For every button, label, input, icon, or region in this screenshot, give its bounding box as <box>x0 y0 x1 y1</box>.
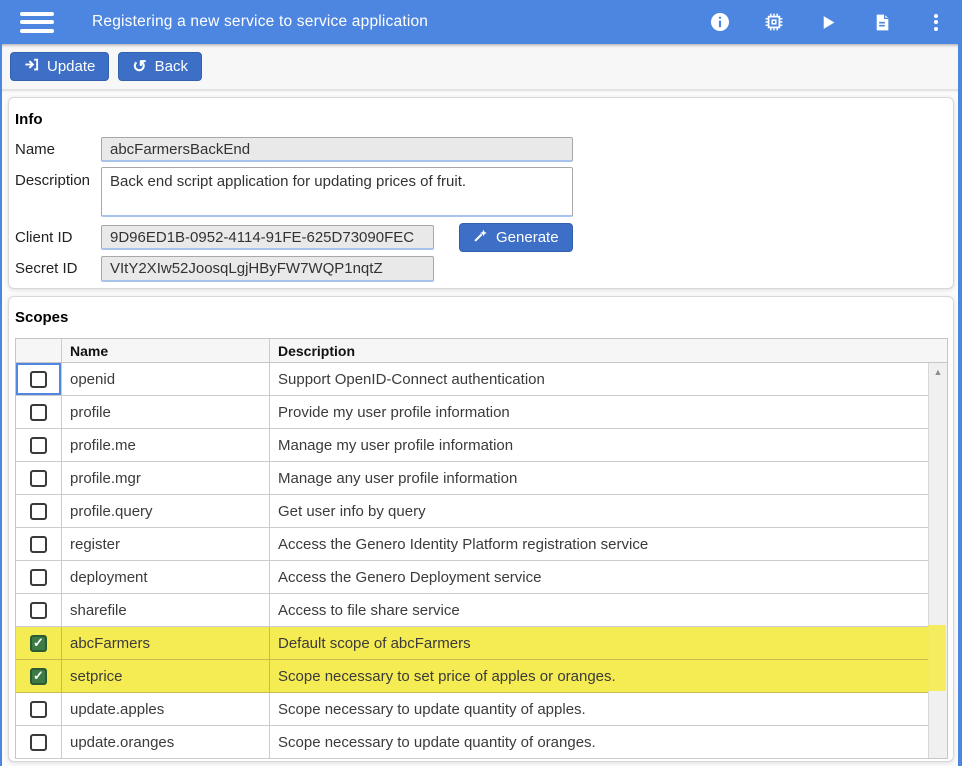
scope-row[interactable] <box>16 594 928 627</box>
scope-checkbox-cell[interactable] <box>16 693 62 725</box>
login-arrow-icon <box>24 57 39 76</box>
back-button-label: Back <box>154 58 188 75</box>
app-header <box>0 0 962 44</box>
checkbox-unchecked-icon[interactable] <box>30 503 47 520</box>
scope-name-cell: update.oranges <box>62 726 270 758</box>
scope-name-cell: profile.mgr <box>62 462 270 494</box>
name-column-header[interactable]: Name <box>62 339 270 362</box>
scope-description-cell: Scope necessary to update quantity of oranges. <box>278 733 596 751</box>
document-icon[interactable] <box>870 10 894 34</box>
back-button[interactable] <box>118 52 202 81</box>
undo-rotate-icon: ↺ <box>132 57 147 76</box>
scrollbar-up-arrow-icon[interactable]: ▲ <box>933 367 943 377</box>
scope-checkbox-cell[interactable] <box>16 726 62 758</box>
scopes-table-body <box>16 363 928 758</box>
play-icon[interactable] <box>816 10 840 34</box>
scope-description-cell: Provide my user profile information <box>278 403 510 421</box>
scope-description-cell: Manage my user profile information <box>278 436 514 454</box>
name-label: Name <box>15 141 56 158</box>
scope-checkbox-cell[interactable] <box>16 462 62 494</box>
scopes-panel <box>8 296 954 762</box>
scope-name-cell: abcFarmers <box>62 627 270 659</box>
description-label: Description <box>15 172 91 189</box>
info-panel <box>8 97 954 289</box>
info-panel-title: Info <box>15 111 43 128</box>
secret-id-label: Secret ID <box>15 260 78 277</box>
window-edge-right <box>958 0 962 766</box>
debug-chip-icon[interactable] <box>762 10 786 34</box>
client-id-input[interactable] <box>101 225 434 250</box>
generate-button-label: Generate <box>496 229 559 246</box>
scope-row[interactable] <box>16 363 928 396</box>
scopes-panel-title: Scopes <box>15 309 69 326</box>
description-column-header[interactable]: Description <box>278 342 356 359</box>
scope-checkbox-cell[interactable] <box>16 363 62 395</box>
scope-name-cell: profile.me <box>62 429 270 461</box>
checkbox-checked-icon[interactable]: ✓ <box>30 635 47 652</box>
window-edge-left <box>0 0 2 766</box>
scope-checkbox-cell[interactable] <box>16 528 62 560</box>
checkbox-checked-icon[interactable]: ✓ <box>30 668 47 685</box>
scope-name-cell: update.apples <box>62 693 270 725</box>
scope-checkbox-cell[interactable] <box>16 429 62 461</box>
scope-checkbox-cell[interactable] <box>16 396 62 428</box>
scope-row[interactable] <box>16 495 928 528</box>
scope-name-cell: profile <box>62 396 270 428</box>
hamburger-menu-icon[interactable] <box>20 7 54 37</box>
scope-row[interactable] <box>16 660 928 693</box>
scope-description-cell: Scope necessary to set price of apples or oranges. <box>278 667 616 685</box>
scope-checkbox-cell[interactable] <box>16 627 62 659</box>
checkbox-unchecked-icon[interactable] <box>30 536 47 553</box>
update-button[interactable] <box>10 52 109 81</box>
scopes-table-header <box>16 339 947 363</box>
kebab-menu-icon[interactable] <box>924 10 948 34</box>
scope-description-cell: Access to file share service <box>278 601 460 619</box>
generate-button[interactable] <box>459 223 573 252</box>
scope-row[interactable] <box>16 627 928 660</box>
scope-row[interactable] <box>16 462 928 495</box>
scope-description-cell: Access the Genero Deployment service <box>278 568 542 586</box>
scope-name-cell: sharefile <box>62 594 270 626</box>
scope-row[interactable] <box>16 561 928 594</box>
scope-row[interactable] <box>16 528 928 561</box>
scope-description-cell: Default scope of abcFarmers <box>278 634 471 652</box>
action-toolbar <box>0 44 962 90</box>
magic-wand-icon <box>473 228 488 247</box>
scope-description-cell: Support OpenID-Connect authentication <box>278 370 545 388</box>
scope-name-cell: deployment <box>62 561 270 593</box>
info-icon[interactable] <box>708 10 732 34</box>
scope-checkbox-cell[interactable] <box>16 495 62 527</box>
client-id-label: Client ID <box>15 229 73 246</box>
checkbox-unchecked-icon[interactable] <box>30 437 47 454</box>
checkbox-unchecked-icon[interactable] <box>30 701 47 718</box>
vertical-scrollbar[interactable] <box>928 363 947 758</box>
scopes-table <box>15 338 948 759</box>
scope-checkbox-cell[interactable] <box>16 594 62 626</box>
scope-name-cell: register <box>62 528 270 560</box>
description-textarea[interactable] <box>101 167 573 217</box>
secret-id-input[interactable] <box>101 256 434 282</box>
page-title: Registering a new service to service application <box>92 13 429 30</box>
checkbox-unchecked-icon[interactable] <box>30 371 47 388</box>
scope-row[interactable] <box>16 726 928 759</box>
scope-row[interactable] <box>16 396 928 429</box>
scope-name-cell: setprice <box>62 660 270 692</box>
name-input[interactable] <box>101 137 573 162</box>
scope-name-cell: profile.query <box>62 495 270 527</box>
scope-row[interactable] <box>16 693 928 726</box>
update-button-label: Update <box>47 58 96 75</box>
checkbox-unchecked-icon[interactable] <box>30 602 47 619</box>
scope-description-cell: Scope necessary to update quantity of apples. <box>278 700 586 718</box>
scope-description-cell: Manage any user profile information <box>278 469 518 487</box>
checkbox-unchecked-icon[interactable] <box>30 569 47 586</box>
checkbox-unchecked-icon[interactable] <box>30 404 47 421</box>
scope-name-cell: openid <box>62 363 270 395</box>
checkbox-unchecked-icon[interactable] <box>30 734 47 751</box>
scope-description-cell: Access the Genero Identity Platform registration service <box>278 535 649 553</box>
scope-checkbox-cell[interactable] <box>16 561 62 593</box>
scope-row[interactable] <box>16 429 928 462</box>
scope-checkbox-cell[interactable] <box>16 660 62 692</box>
checkbox-column-header <box>16 339 62 362</box>
checkbox-unchecked-icon[interactable] <box>30 470 47 487</box>
scope-description-cell: Get user info by query <box>278 502 426 520</box>
